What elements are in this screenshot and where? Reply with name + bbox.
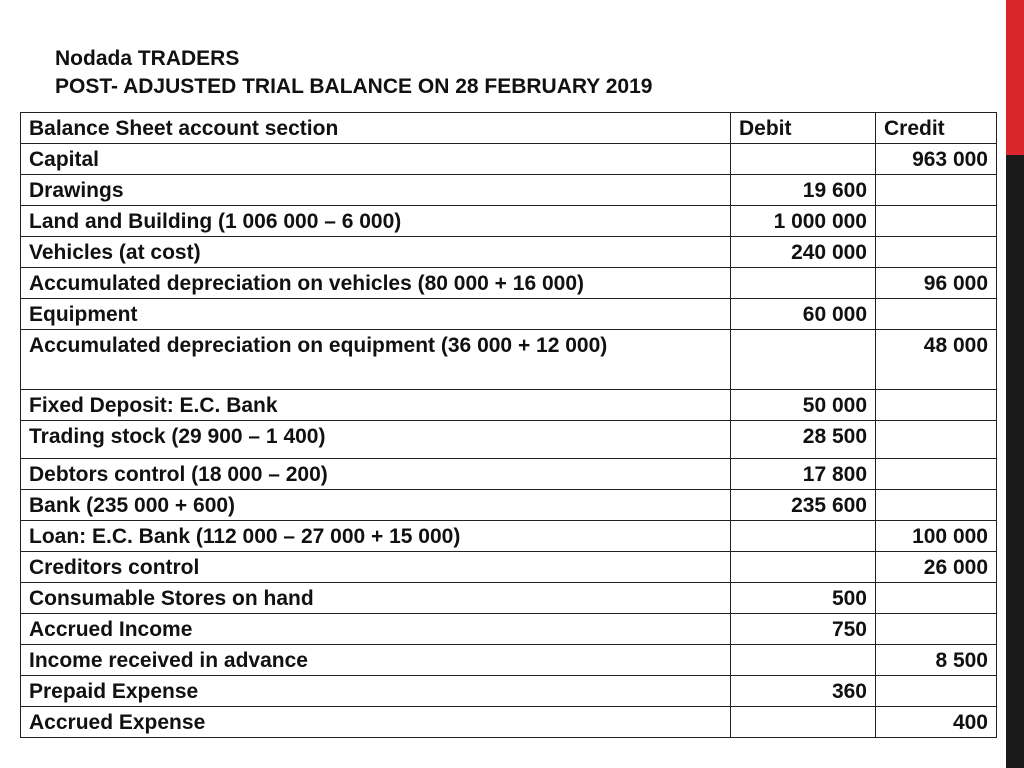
credit-cell <box>876 583 997 614</box>
debit-cell: 500 <box>731 583 876 614</box>
table-row <box>21 490 997 521</box>
account-cell: Consumable Stores on hand <box>21 583 731 614</box>
credit-cell <box>876 390 997 421</box>
account-cell: Accrued Income <box>21 614 731 645</box>
credit-cell <box>876 237 997 268</box>
account-cell: Debtors control (18 000 – 200) <box>21 459 731 490</box>
debit-cell: 750 <box>731 614 876 645</box>
credit-cell <box>876 459 997 490</box>
debit-cell <box>731 645 876 676</box>
account-cell: Equipment <box>21 299 731 330</box>
account-cell: Vehicles (at cost) <box>21 237 731 268</box>
debit-cell: 50 000 <box>731 390 876 421</box>
table-row <box>21 552 997 583</box>
table-row <box>21 614 997 645</box>
debit-cell <box>731 521 876 552</box>
debit-cell: 240 000 <box>731 237 876 268</box>
column-header-credit: Credit <box>876 113 997 144</box>
debit-cell: 19 600 <box>731 175 876 206</box>
account-cell: Prepaid Expense <box>21 676 731 707</box>
account-cell: Income received in advance <box>21 645 731 676</box>
table-row <box>21 421 997 459</box>
credit-cell: 8 500 <box>876 645 997 676</box>
debit-cell: 235 600 <box>731 490 876 521</box>
title-block <box>55 45 975 101</box>
red-accent-bar <box>1006 0 1024 155</box>
account-cell: Fixed Deposit: E.C. Bank <box>21 390 731 421</box>
credit-cell: 100 000 <box>876 521 997 552</box>
debit-cell <box>731 552 876 583</box>
table-row <box>21 330 997 390</box>
credit-cell <box>876 676 997 707</box>
table-row <box>21 521 997 552</box>
credit-cell: 96 000 <box>876 268 997 299</box>
debit-cell: 360 <box>731 676 876 707</box>
account-cell: Trading stock (29 900 – 1 400) <box>21 421 731 459</box>
table-row <box>21 707 997 738</box>
credit-cell <box>876 299 997 330</box>
table-row <box>21 268 997 299</box>
table-row <box>21 237 997 268</box>
credit-cell: 963 000 <box>876 144 997 175</box>
column-header-debit: Debit <box>731 113 876 144</box>
debit-cell: 60 000 <box>731 299 876 330</box>
debit-cell: 17 800 <box>731 459 876 490</box>
account-cell: Loan: E.C. Bank (112 000 – 27 000 + 15 000) <box>21 521 731 552</box>
credit-cell: 26 000 <box>876 552 997 583</box>
statement-title: POST- ADJUSTED TRIAL BALANCE ON 28 FEBRUARY 2019 <box>55 75 653 98</box>
table-header-row <box>21 113 997 144</box>
table-row <box>21 676 997 707</box>
account-cell: Accumulated depreciation on equipment (36 000 + 12 000) <box>21 330 731 390</box>
credit-cell: 48 000 <box>876 330 997 390</box>
column-header-account: Balance Sheet account section <box>21 113 731 144</box>
company-name: Nodada TRADERS <box>55 47 240 70</box>
account-cell: Drawings <box>21 175 731 206</box>
table-row <box>21 583 997 614</box>
table-row <box>21 144 997 175</box>
credit-cell <box>876 421 997 459</box>
debit-cell <box>731 268 876 299</box>
account-cell: Accumulated depreciation on vehicles (80 000 + 16 000) <box>21 268 731 299</box>
account-cell: Land and Building (1 006 000 – 6 000) <box>21 206 731 237</box>
table-row <box>21 175 997 206</box>
credit-cell <box>876 206 997 237</box>
debit-cell <box>731 144 876 175</box>
account-cell: Accrued Expense <box>21 707 731 738</box>
trial-balance-table <box>20 112 997 738</box>
table-row <box>21 390 997 421</box>
credit-cell: 400 <box>876 707 997 738</box>
debit-cell <box>731 330 876 390</box>
table-row <box>21 206 997 237</box>
dark-accent-bar <box>1006 155 1024 768</box>
credit-cell <box>876 490 997 521</box>
account-cell: Creditors control <box>21 552 731 583</box>
table-row <box>21 645 997 676</box>
debit-cell: 28 500 <box>731 421 876 459</box>
table-row <box>21 299 997 330</box>
credit-cell <box>876 175 997 206</box>
table-row <box>21 459 997 490</box>
debit-cell: 1 000 000 <box>731 206 876 237</box>
account-cell: Bank (235 000 + 600) <box>21 490 731 521</box>
credit-cell <box>876 614 997 645</box>
account-cell: Capital <box>21 144 731 175</box>
debit-cell <box>731 707 876 738</box>
